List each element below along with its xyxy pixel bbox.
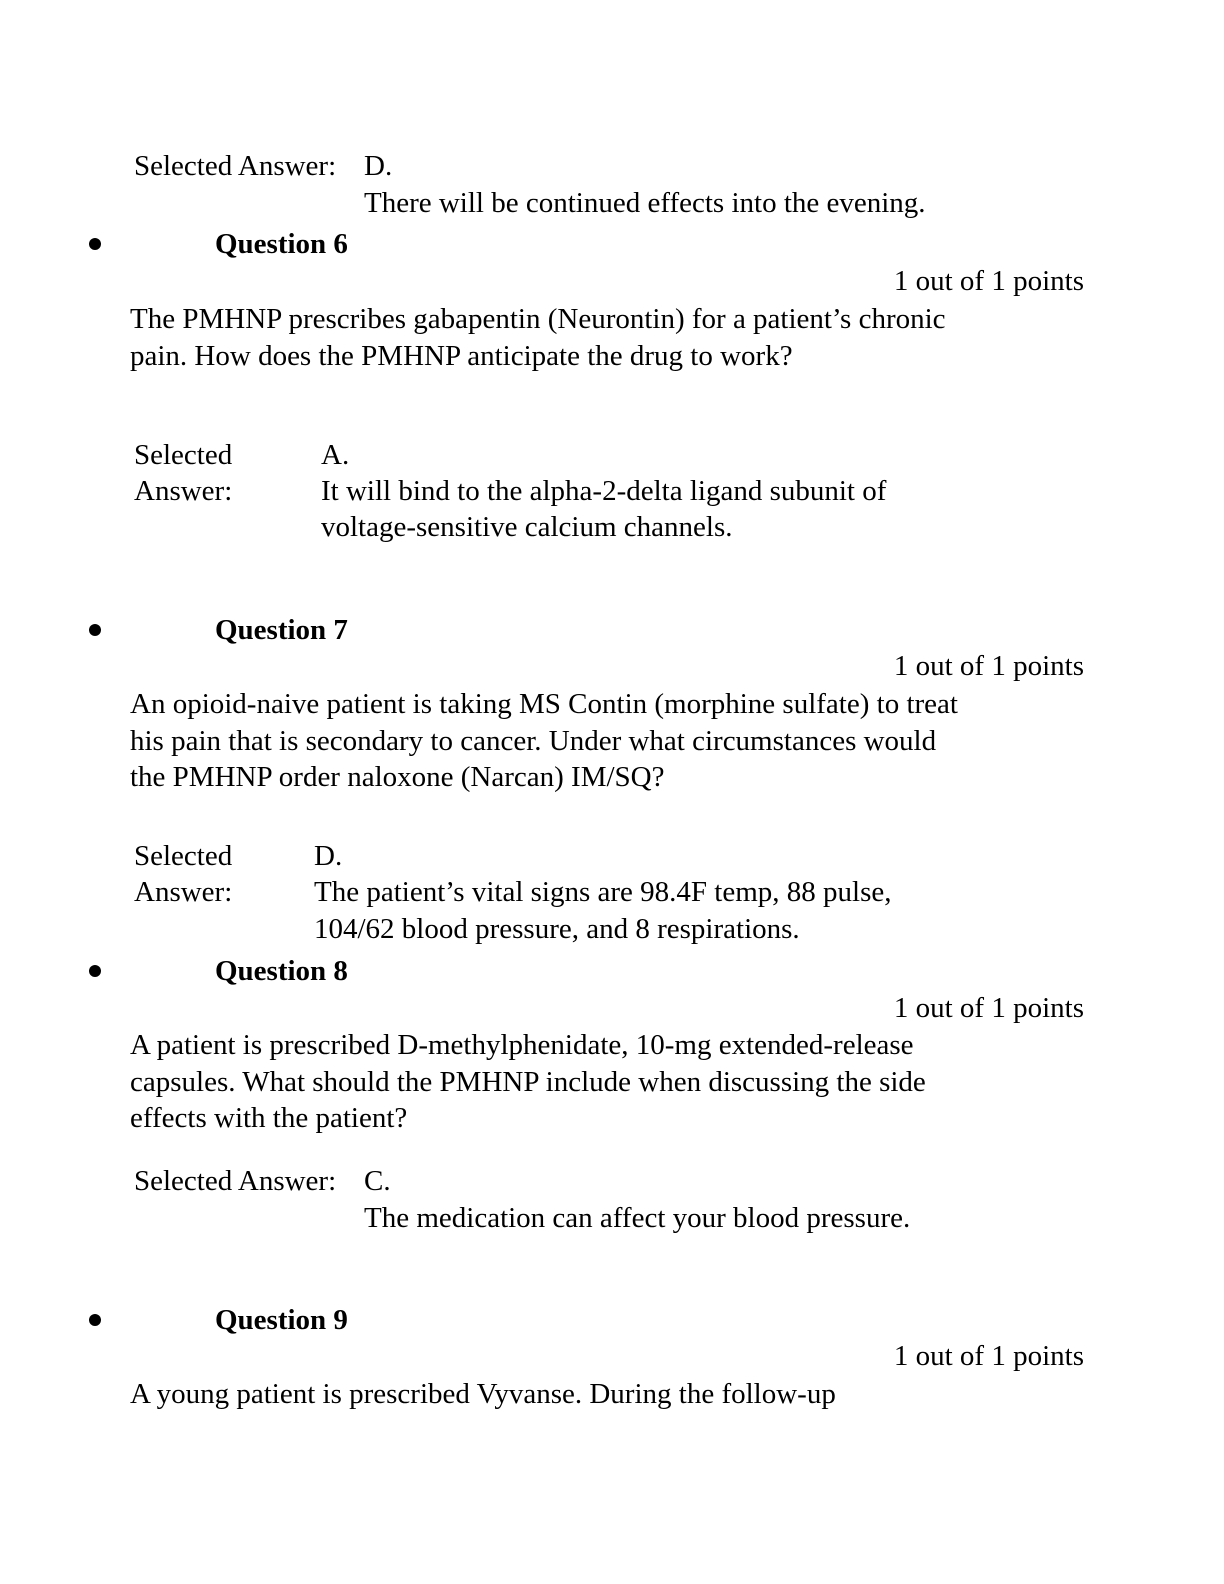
q5-selected-label: Selected Answer: [134,150,337,182]
question-8-title: Question 8 [215,955,348,987]
bullet-icon [89,624,101,636]
q6-answer-line: It will bind to the alpha-2-delta ligand subunit of [321,475,887,507]
bullet-icon [89,1314,101,1326]
question-8-points: 1 out of 1 points [893,992,1084,1024]
question-8-prompt-line: A patient is prescribed D-methylphenidate, 10-mg extended-release [130,1029,914,1061]
q7-answer-line: 104/62 blood pressure, and 8 respirations. [314,913,800,945]
q8-answer-letter: C. [364,1165,391,1197]
q7-selected-label: Selected [134,840,233,872]
question-7-points: 1 out of 1 points [893,650,1084,682]
q6-selected-label: Answer: [134,475,233,507]
q5-answer-letter: D. [364,150,393,182]
question-7-title: Question 7 [215,614,348,646]
question-6-prompt-line: pain. How does the PMHNP anticipate the drug to work? [130,340,793,372]
q6-answer-line: voltage-sensitive calcium channels. [321,511,733,543]
question-9-prompt-line: A young patient is prescribed Vyvanse. During the follow-up [130,1378,836,1410]
question-7-prompt-line: An opioid-naive patient is taking MS Contin (morphine sulfate) to treat [130,688,958,720]
question-7-prompt-line: the PMHNP order naloxone (Narcan) IM/SQ? [130,761,665,793]
q7-selected-label: Answer: [134,876,233,908]
q8-selected-label: Selected Answer: [134,1165,337,1197]
question-6-points: 1 out of 1 points [893,265,1084,297]
question-9-points: 1 out of 1 points [893,1340,1084,1372]
q7-answer-letter: D. [314,840,343,872]
q6-answer-letter: A. [321,439,350,471]
q7-answer-line: The patient’s vital signs are 98.4F temp, 88 pulse, [314,876,892,908]
q6-selected-label: Selected [134,439,233,471]
q8-answer-text: The medication can affect your blood pressure. [364,1202,911,1234]
question-8-prompt-line: capsules. What should the PMHNP include when discussing the side [130,1066,926,1098]
bullet-icon [89,965,101,977]
question-6-title: Question 6 [215,228,348,260]
question-6-prompt-line: The PMHNP prescribes gabapentin (Neurontin) for a patient’s chronic [130,303,946,335]
question-9-title: Question 9 [215,1304,348,1336]
q5-answer-text: There will be continued effects into the evening. [364,187,926,219]
question-7-prompt-line: his pain that is secondary to cancer. Under what circumstances would [130,725,937,757]
question-8-prompt-line: effects with the patient? [130,1102,408,1134]
bullet-icon [89,238,101,250]
